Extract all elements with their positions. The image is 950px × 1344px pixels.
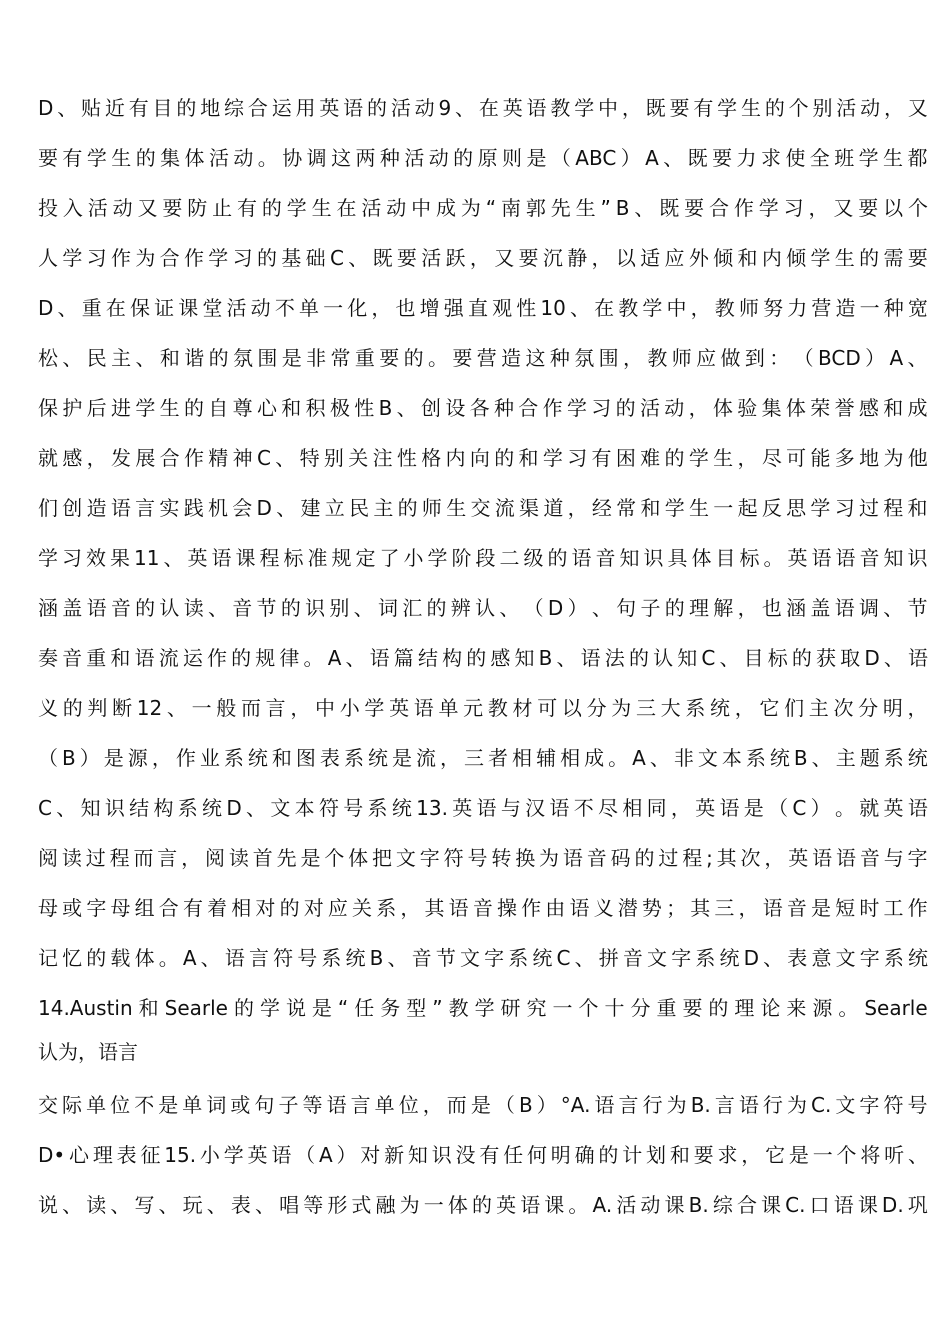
text-line-21: 交 际 单 位 不 是 单 词 或 句 子 等 语 言 单 位 ， 而 是 （ B ） °A. 语 言 行 为 B. 言 语 行 为 C. 文 字 符 号 <box>38 1093 928 1117</box>
text-line-16: 阅 读 过 程 而 言 ， 阅 读 首 先 是 个 体 把 文 字 符 号 转 换 为 语 音 码 的 过 程 ; 其 次 ， 英 语 语 音 与 字 <box>38 846 928 870</box>
text-line-11: 涵 盖 语 音 的 认 读 、 音 节 的 识 别 、 词 汇 的 辨 认 、 （ D ） 、 句 子 的 理 解 ， 也 涵 盖 语 调 、 节 <box>38 596 928 620</box>
text-line-18: 记 忆 的 载 体 。 A 、 语 言 符 号 系 统 B 、 音 节 文 字 系 统 C 、 拼 音 文 字 系 统 D 、 表 意 文 字 系 统 <box>38 946 928 970</box>
text-line-2: 要 有 学 生 的 集 体 活 动 。 协 调 这 两 种 活 动 的 原 则 是 （ ABC ） A 、 既 要 力 求 使 全 班 学 生 都 <box>38 146 928 170</box>
text-line-7: 保 护 后 进 学 生 的 自 尊 心 和 积 极 性 B 、 创 设 各 种 合 作 学 习 的 活 动 ， 体 验 集 体 荣 誉 感 和 成 <box>38 396 928 420</box>
text-line-14: （ B ） 是 源 ， 作 业 系 统 和 图 表 系 统 是 流 ， 三 者 相 辅 相 成 。 A 、 非 文 本 系 统 B 、 主 题 系 统 <box>38 746 928 770</box>
text-line-23: 说 、 读 、 写 、 玩 、 表 、 唱 等 形 式 融 为 一 体 的 英 语 课 。 A. 活 动 课 B. 综 合 课 C. 口 语 课 D. 巩 <box>38 1193 928 1217</box>
text-line-12: 奏 音 重 和 语 流 运 作 的 规 律 。 A 、 语 篇 结 构 的 感 知 B 、 语 法 的 认 知 C 、 目 标 的 获 取 D 、 语 <box>38 646 928 670</box>
text-line-9: 们 创 造 语 言 实 践 机 会 D 、 建 立 民 主 的 师 生 交 流 渠 道 ， 经 常 和 学 生 一 起 反 思 学 习 过 程 和 <box>38 496 928 520</box>
text-line-1: D 、 贴 近 有 目 的 地 综 合 运 用 英 语 的 活 动 9 、 在 英 语 教 学 中 ， 既 要 有 学 生 的 个 别 活 动 ， 又 <box>38 96 928 120</box>
text-line-20: 认为，语言 <box>38 1040 138 1064</box>
text-line-8: 就 感 ， 发 展 合 作 精 神 C 、 特 别 关 注 性 格 内 向 的 和 学 习 有 困 难 的 学 生 ， 尽 可 能 多 地 为 他 <box>38 446 928 470</box>
text-line-6: 松 、 民 主 、 和 谐 的 氛 围 是 非 常 重 要 的 。 要 营 造 这 种 氛 围 ， 教 师 应 做 到 ： （ BCD ） A 、 <box>38 346 928 370</box>
text-line-5: D 、 重 在 保 证 课 堂 活 动 不 单 一 化 ， 也 增 强 直 观 性 10 、 在 教 学 中 ， 教 师 努 力 营 造 一 种 宽 <box>38 296 928 320</box>
text-line-3: 投 入 活 动 又 要 防 止 有 的 学 生 在 活 动 中 成 为 “ 南 郭 先 生 ” B 、 既 要 合 作 学 习 ， 又 要 以 个 <box>38 196 928 220</box>
text-line-13: 义 的 判 断 12 、 一 般 而 言 ， 中 小 学 英 语 单 元 教 材 可 以 分 为 三 大 系 统 ， 它 们 主 次 分 明 ， <box>38 696 928 720</box>
text-line-19: 14.Austin 和 Searle 的 学 说 是 “ 任 务 型 ” 教 学 研 究 一 个 十 分 重 要 的 理 论 来 源 。 Searle <box>38 996 928 1020</box>
text-line-15: C 、 知 识 结 构 系 统 D 、 文 本 符 号 系 统 13. 英 语 与 汉 语 不 尽 相 同 ， 英 语 是 （ C ） 。 就 英 语 <box>38 796 928 820</box>
text-line-4: 人 学 习 作 为 合 作 学 习 的 基 础 C 、 既 要 活 跃 ， 又 要 沉 静 ， 以 适 应 外 倾 和 内 倾 学 生 的 需 要 <box>38 246 928 270</box>
text-line-22: D• 心 理 表 征 15. 小 学 英 语 （ A ） 对 新 知 识 没 有 任 何 明 确 的 计 划 和 要 求 ， 它 是 一 个 将 听 、 <box>38 1143 928 1167</box>
text-line-10: 学 习 效 果 11 、 英 语 课 程 标 准 规 定 了 小 学 阶 段 二 级 的 语 音 知 识 具 体 目 标 。 英 语 语 音 知 识 <box>38 546 928 570</box>
text-line-17: 母 或 字 母 组 合 有 着 相 对 的 对 应 关 系 ， 其 语 音 操 作 由 语 义 潜 势 ； 其 三 ， 语 音 是 短 时 工 作 <box>38 896 928 920</box>
